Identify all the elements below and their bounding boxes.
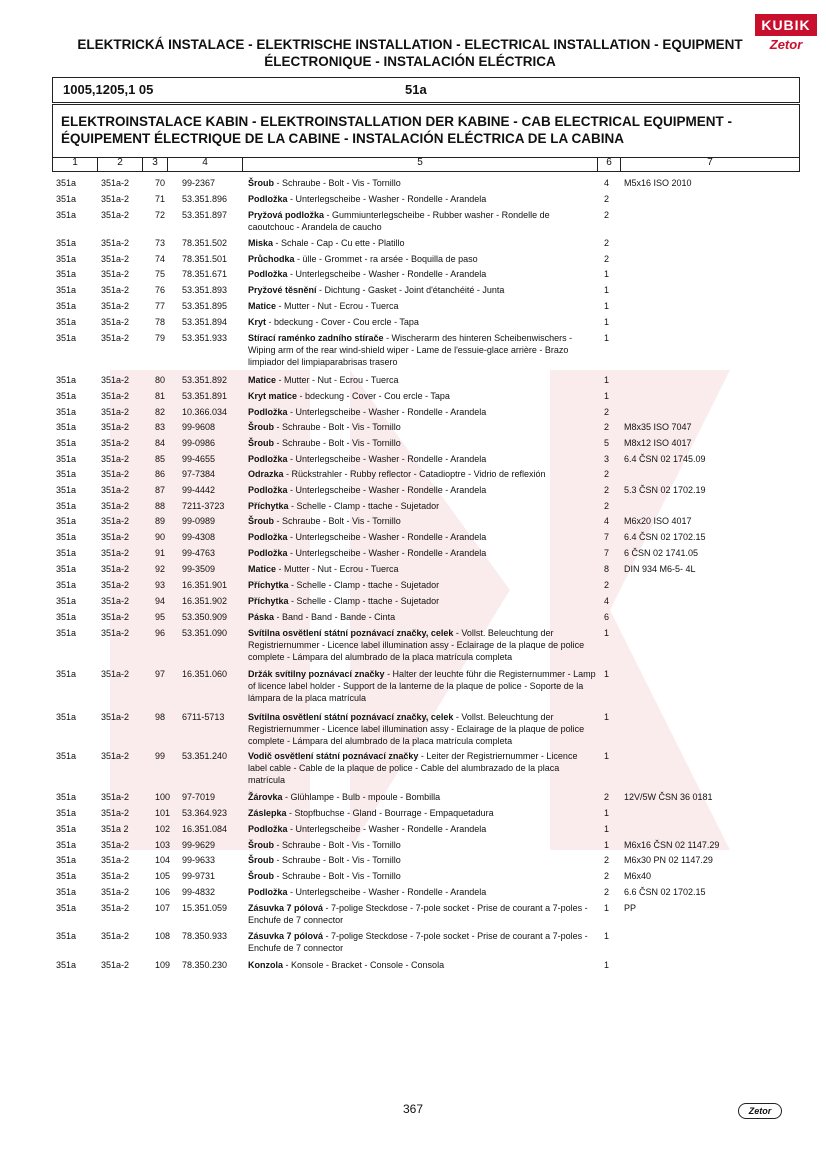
cell-c4: 53.351.894 <box>182 317 228 327</box>
cell-c2: 351a-2 <box>101 628 130 638</box>
cell-c1: 351a <box>56 824 77 834</box>
cell-c4: 97-7384 <box>182 469 216 479</box>
cell-c1: 351a <box>56 712 77 722</box>
cell-c6: 1 <box>604 301 610 311</box>
cell-c3: 89 <box>155 516 166 526</box>
column-header-row <box>52 156 800 172</box>
cell-c6: 2 <box>604 792 610 802</box>
cell-c1: 351a <box>56 855 77 865</box>
cell-c5: Páska - Band - Band - Bande - Cinta <box>248 612 396 622</box>
cell-c5: Šroub - Schraube - Bolt - Vis - Tornillo <box>248 178 401 188</box>
cell-c6: 1 <box>604 333 610 343</box>
cell-c6: 2 <box>604 210 610 220</box>
cell-c5: Svítilna osvětlení státní poznávací značky, celek - Vollst. Beleuchtung der Registriernummer - Licence label illumination assy - Eclairage de la plaque de police complete - Lámpara del alumbrado de la placa matrícula completa <box>248 712 585 746</box>
cell-c4: 53.351.895 <box>182 301 228 311</box>
cell-c7: M6x20 ISO 4017 <box>624 516 692 526</box>
cell-c7: M6x40 <box>624 871 652 881</box>
cell-c4: 99-2367 <box>182 178 216 188</box>
cell-c6: 1 <box>604 375 610 385</box>
cell-c3: 96 <box>155 628 166 638</box>
cell-c1: 351a <box>56 178 77 188</box>
cell-c3: 102 <box>155 824 171 834</box>
cell-c5: Matice - Mutter - Nut - Ecrou - Tuerca <box>248 301 399 311</box>
cell-c3: 88 <box>155 501 166 511</box>
cell-c5: Zásuvka 7 pólová - 7-polige Steckdose - 7-pole socket - Prise de courant a 7-poles - Enchufe de 7 connector <box>248 931 588 953</box>
cell-c6: 1 <box>604 903 610 913</box>
model-info-box <box>52 77 800 103</box>
cell-c1: 351a <box>56 548 77 558</box>
cell-c3: 74 <box>155 254 166 264</box>
cell-c6: 1 <box>604 391 610 401</box>
cell-c3: 90 <box>155 532 166 542</box>
cell-c3: 97 <box>155 669 166 679</box>
cell-c3: 82 <box>155 407 166 417</box>
column-header: 4 <box>168 157 243 171</box>
zetor-footer-logo: Zetor <box>738 1103 782 1119</box>
cell-c3: 103 <box>155 840 171 850</box>
cell-c1: 351a <box>56 564 77 574</box>
cell-c2: 351a-2 <box>101 548 130 558</box>
cell-c1: 351a <box>56 628 77 638</box>
cell-c2: 351a-2 <box>101 532 130 542</box>
cell-c4: 6711-5713 <box>182 712 225 722</box>
cell-c6: 4 <box>604 596 610 606</box>
cell-c4: 99-9731 <box>182 871 216 881</box>
cell-c2: 351a-2 <box>101 792 130 802</box>
cell-c6: 2 <box>604 855 610 865</box>
cell-c2: 351a-2 <box>101 596 130 606</box>
cell-c4: 53.351.893 <box>182 285 228 295</box>
cell-c1: 351a <box>56 375 77 385</box>
cell-c4: 53.351.897 <box>182 210 228 220</box>
cell-c2: 351a-2 <box>101 564 130 574</box>
cell-c6: 2 <box>604 194 610 204</box>
column-header: 2 <box>98 157 143 171</box>
cell-c1: 351a <box>56 669 77 679</box>
cell-c4: 99-9633 <box>182 855 216 865</box>
cell-c1: 351a <box>56 808 77 818</box>
cell-c1: 351a <box>56 422 77 432</box>
cell-c3: 91 <box>155 548 166 558</box>
cell-c3: 87 <box>155 485 166 495</box>
cell-c5: Matice - Mutter - Nut - Ecrou - Tuerca <box>248 564 399 574</box>
cell-c2: 351a-2 <box>101 375 130 385</box>
cell-c3: 104 <box>155 855 171 865</box>
cell-c4: 53.351.891 <box>182 391 228 401</box>
cell-c1: 351a <box>56 301 77 311</box>
cell-c4: 16.351.084 <box>182 824 228 834</box>
cell-c5: Podložka - Unterlegscheibe - Washer - Rondelle - Arandela <box>248 548 487 558</box>
cell-c1: 351a <box>56 792 77 802</box>
cell-c5: Kryt matice - bdeckung - Cover - Cou ercle - Tapa <box>248 391 450 401</box>
cell-c2: 351a-2 <box>101 840 130 850</box>
cell-c3: 99 <box>155 751 166 761</box>
cell-c1: 351a <box>56 840 77 850</box>
cell-c4: 99-0986 <box>182 438 216 448</box>
cell-c7: 6.4 ČSN 02 1745.09 <box>624 454 706 464</box>
column-header: 5 <box>243 157 598 171</box>
cell-c3: 92 <box>155 564 166 574</box>
cell-c3: 80 <box>155 375 166 385</box>
cell-c3: 86 <box>155 469 166 479</box>
cell-c6: 1 <box>604 317 610 327</box>
cell-c3: 98 <box>155 712 166 722</box>
cell-c3: 94 <box>155 596 166 606</box>
cell-c7: 12V/5W ČSN 36 0181 <box>624 792 713 802</box>
cell-c6: 2 <box>604 887 610 897</box>
cell-c2: 351a-2 <box>101 178 130 188</box>
cell-c6: 2 <box>604 407 610 417</box>
cell-c3: 81 <box>155 391 166 401</box>
cell-c4: 99-0989 <box>182 516 216 526</box>
cell-c2: 351a-2 <box>101 485 130 495</box>
cell-c3: 79 <box>155 333 166 343</box>
cell-c7: DIN 934 M6-5- 4L <box>624 564 696 574</box>
cell-c4: 99-4655 <box>182 454 216 464</box>
cell-c3: 106 <box>155 887 171 897</box>
cell-c3: 100 <box>155 792 171 802</box>
cell-c4: 53.351.240 <box>182 751 228 761</box>
cell-c1: 351a <box>56 580 77 590</box>
model-code: 1005,1205,1 05 <box>63 82 154 97</box>
cell-c5: Vodič osvětlení státní poznávací značky - Leiter der Registriernummer - Licence label cable - Cable de la plaque de police - Cable del alumbrazado de la placa matrícula <box>248 751 578 785</box>
cell-c4: 16.351.902 <box>182 596 228 606</box>
column-header: 3 <box>143 157 168 171</box>
cell-c6: 2 <box>604 422 610 432</box>
cell-c1: 351a <box>56 516 77 526</box>
cell-c5: Podložka - Unterlegscheibe - Washer - Rondelle - Arandela <box>248 194 487 204</box>
cell-c3: 76 <box>155 285 166 295</box>
cell-c3: 95 <box>155 612 166 622</box>
cell-c2: 351a-2 <box>101 194 130 204</box>
cell-c6: 2 <box>604 871 610 881</box>
cell-c5: Podložka - Unterlegscheibe - Washer - Rondelle - Arandela <box>248 532 487 542</box>
cell-c1: 351a <box>56 871 77 881</box>
cell-c4: 7211-3723 <box>182 501 225 511</box>
cell-c6: 1 <box>604 808 610 818</box>
cell-c5: Šroub - Schraube - Bolt - Vis - Tornillo <box>248 840 401 850</box>
cell-c5: Matice - Mutter - Nut - Ecrou - Tuerca <box>248 375 399 385</box>
cell-c5: Průchodka - ülle - Grommet - ra arsée - Boquilla de paso <box>248 254 478 264</box>
cell-c5: Podložka - Unterlegscheibe - Washer - Rondelle - Arandela <box>248 454 487 464</box>
cell-c2: 351a-2 <box>101 438 130 448</box>
cell-c4: 99-9629 <box>182 840 216 850</box>
cell-c2: 351a-2 <box>101 903 130 913</box>
cell-c7: M6x30 PN 02 1147.29 <box>624 855 713 865</box>
cell-c4: 53.364.923 <box>182 808 228 818</box>
cell-c1: 351a <box>56 931 77 941</box>
cell-c3: 71 <box>155 194 166 204</box>
cell-c1: 351a <box>56 317 77 327</box>
cell-c3: 84 <box>155 438 166 448</box>
cell-c2: 351a-2 <box>101 301 130 311</box>
cell-c2: 351a-2 <box>101 210 130 220</box>
cell-c5: Podložka - Unterlegscheibe - Washer - Rondelle - Arandela <box>248 887 487 897</box>
cell-c2: 351a-2 <box>101 808 130 818</box>
cell-c1: 351a <box>56 903 77 913</box>
cell-c5: Šroub - Schraube - Bolt - Vis - Tornillo <box>248 422 401 432</box>
cell-c4: 16.351.901 <box>182 580 228 590</box>
cell-c4: 53.351.892 <box>182 375 228 385</box>
section-number: 51a <box>405 82 427 97</box>
cell-c1: 351a <box>56 210 77 220</box>
cell-c2: 351a-2 <box>101 501 130 511</box>
cell-c6: 1 <box>604 669 610 679</box>
cell-c3: 107 <box>155 903 171 913</box>
section-title-line1: ELEKTROINSTALACE KABIN - ELEKTROINSTALLATION DER KABINE - CAB ELECTRICAL EQUIPMENT - <box>61 114 732 129</box>
cell-c6: 2 <box>604 238 610 248</box>
cell-c6: 3 <box>604 454 610 464</box>
cell-c2: 351a-2 <box>101 317 130 327</box>
cell-c1: 351a <box>56 887 77 897</box>
cell-c1: 351a <box>56 269 77 279</box>
cell-c3: 93 <box>155 580 166 590</box>
cell-c2: 351a-2 <box>101 516 130 526</box>
cell-c6: 5 <box>604 438 610 448</box>
cell-c6: 1 <box>604 628 610 638</box>
cell-c5: Šroub - Schraube - Bolt - Vis - Tornillo <box>248 855 401 865</box>
cell-c2: 351a-2 <box>101 407 130 417</box>
cell-c6: 1 <box>604 840 610 850</box>
cell-c5: Podložka - Unterlegscheibe - Washer - Rondelle - Arandela <box>248 485 487 495</box>
cell-c1: 351a <box>56 612 77 622</box>
cell-c4: 53.351.090 <box>182 628 228 638</box>
cell-c3: 105 <box>155 871 171 881</box>
cell-c2: 351a-2 <box>101 751 130 761</box>
cell-c6: 1 <box>604 712 610 722</box>
cell-c2: 351a 2 <box>101 824 129 834</box>
cell-c7: PP <box>624 903 637 913</box>
cell-c2: 351a-2 <box>101 612 130 622</box>
cell-c7: 6.4 ČSN 02 1702.15 <box>624 532 706 542</box>
cell-c4: 99-3509 <box>182 564 216 574</box>
cell-c3: 72 <box>155 210 166 220</box>
cell-c1: 351a <box>56 407 77 417</box>
cell-c2: 351a-2 <box>101 469 130 479</box>
cell-c5: Miska - Schale - Cap - Cu ette - Platillo <box>248 238 405 248</box>
cell-c7: M8x35 ISO 7047 <box>624 422 692 432</box>
cell-c5: Podložka - Unterlegscheibe - Washer - Rondelle - Arandela <box>248 407 487 417</box>
cell-c1: 351a <box>56 438 77 448</box>
cell-c1: 351a <box>56 751 77 761</box>
cell-c2: 351a-2 <box>101 712 130 722</box>
cell-c2: 351a-2 <box>101 931 130 941</box>
cell-c3: 78 <box>155 317 166 327</box>
section-title-line2: ÉQUIPEMENT ÉLECTRIQUE DE LA CABINE - INSTALACIÓN ELÉCTRICA DE LA CABINA <box>61 131 625 146</box>
cell-c7: M5x16 ISO 2010 <box>624 178 692 188</box>
page-number: 367 <box>402 1102 424 1116</box>
cell-c3: 108 <box>155 931 171 941</box>
cell-c6: 1 <box>604 931 610 941</box>
cell-c6: 2 <box>604 469 610 479</box>
cell-c5: Záslepka - Stopfbuchse - Gland - Bourrage - Empaquetadura <box>248 808 494 818</box>
cell-c4: 53.351.896 <box>182 194 228 204</box>
cell-c6: 1 <box>604 824 610 834</box>
cell-c6: 7 <box>604 532 610 542</box>
column-header: 7 <box>707 157 713 168</box>
cell-c4: 10.366.034 <box>182 407 228 417</box>
cell-c1: 351a <box>56 391 77 401</box>
cell-c5: Podložka - Unterlegscheibe - Washer - Rondelle - Arandela <box>248 824 487 834</box>
cell-c4: 99-4763 <box>182 548 216 558</box>
column-header: 1 <box>53 157 98 171</box>
cell-c2: 351a-2 <box>101 269 130 279</box>
cell-c6: 2 <box>604 254 610 264</box>
cell-c6: 1 <box>604 285 610 295</box>
cell-c1: 351a <box>56 238 77 248</box>
cell-c5: Stírací raménko zadního stírače - Wischerarm des hinteren Scheibenwischers - Wiping arm of the rear wind-shield wiper - Lame de l'essuie-glace arrière - Brazo limpiador del limpiaparabrisas trasero <box>248 333 573 367</box>
cell-c5: Odrazka - Rückstrahler - Rubby reflector - Catadioptre - Vidrio de reflexión <box>248 469 546 479</box>
cell-c2: 351a-2 <box>101 887 130 897</box>
cell-c5: Příchytka - Schelle - Clamp - ttache - Sujetador <box>248 596 440 606</box>
cell-c6: 4 <box>604 178 610 188</box>
cell-c6: 6 <box>604 612 610 622</box>
cell-c3: 83 <box>155 422 166 432</box>
cell-c4: 78.351.502 <box>182 238 228 248</box>
cell-c5: Držák svítilny poznávací značky - Halter der leuchte führ die Registernummer - Lamp of licence label holder - Support de la lanterne de la plaque de police - Soporte de la lámpara de la placa matrícula <box>248 669 596 703</box>
cell-c2: 351a-2 <box>101 254 130 264</box>
cell-c1: 351a <box>56 960 77 970</box>
cell-c6: 7 <box>604 548 610 558</box>
section-title-box <box>52 104 800 158</box>
cell-c4: 53.350.909 <box>182 612 228 622</box>
cell-c2: 351a-2 <box>101 871 130 881</box>
cell-c1: 351a <box>56 285 77 295</box>
cell-c1: 351a <box>56 501 77 511</box>
cell-c1: 351a <box>56 333 77 343</box>
cell-c1: 351a <box>56 532 77 542</box>
cell-c7: M6x16 ČSN 02 1147.29 <box>624 840 720 850</box>
cell-c4: 16.351.060 <box>182 669 228 679</box>
cell-c5: Konzola - Konsole - Bracket - Console - Consola <box>248 960 445 970</box>
cell-c5: Zásuvka 7 pólová - 7-polige Steckdose - 7-pole socket - Prise de courant a 7-poles - Enchufe de 7 connector <box>248 903 588 925</box>
cell-c4: 78.350.933 <box>182 931 228 941</box>
cell-c4: 99-4442 <box>182 485 216 495</box>
cell-c3: 85 <box>155 454 166 464</box>
cell-c3: 109 <box>155 960 171 970</box>
zetor-logo: Zetor <box>769 37 803 52</box>
cell-c2: 351a-2 <box>101 285 130 295</box>
cell-c5: Kryt - bdeckung - Cover - Cou ercle - Tapa <box>248 317 419 327</box>
cell-c7: 5.3 ČSN 02 1702.19 <box>624 485 706 495</box>
cell-c2: 351a-2 <box>101 580 130 590</box>
cell-c7: 6.6 ČSN 02 1702.15 <box>624 887 706 897</box>
cell-c4: 99-4308 <box>182 532 216 542</box>
cell-c1: 351a <box>56 254 77 264</box>
cell-c3: 101 <box>155 808 171 818</box>
cell-c3: 75 <box>155 269 166 279</box>
cell-c2: 351a-2 <box>101 454 130 464</box>
page-title-line2: ÉLECTRONIQUE - INSTALACIÓN ELÉCTRICA <box>264 54 556 69</box>
cell-c5: Příchytka - Schelle - Clamp - ttache - Sujetador <box>248 580 440 590</box>
cell-c6: 2 <box>604 501 610 511</box>
cell-c3: 70 <box>155 178 166 188</box>
cell-c6: 1 <box>604 751 610 761</box>
cell-c1: 351a <box>56 454 77 464</box>
kubik-logo: KUBIK <box>755 14 817 36</box>
cell-c1: 351a <box>56 469 77 479</box>
cell-c1: 351a <box>56 485 77 495</box>
cell-c4: 78.350.230 <box>182 960 228 970</box>
cell-c5: Šroub - Schraube - Bolt - Vis - Tornillo <box>248 516 401 526</box>
cell-c5: Šroub - Schraube - Bolt - Vis - Tornillo <box>248 438 401 448</box>
cell-c7: M8x12 ISO 4017 <box>624 438 692 448</box>
cell-c6: 2 <box>604 580 610 590</box>
cell-c4: 53.351.933 <box>182 333 228 343</box>
cell-c2: 351a-2 <box>101 855 130 865</box>
cell-c4: 97-7019 <box>182 792 216 802</box>
column-header: 6 <box>598 157 621 171</box>
cell-c2: 351a-2 <box>101 333 130 343</box>
cell-c4: 99-4832 <box>182 887 216 897</box>
cell-c6: 8 <box>604 564 610 574</box>
cell-c3: 77 <box>155 301 166 311</box>
cell-c2: 351a-2 <box>101 391 130 401</box>
cell-c7: 6 ČSN 02 1741.05 <box>624 548 699 558</box>
cell-c4: 99-9608 <box>182 422 216 432</box>
cell-c2: 351a-2 <box>101 238 130 248</box>
cell-c5: Příchytka - Schelle - Clamp - ttache - Sujetador <box>248 501 440 511</box>
cell-c1: 351a <box>56 194 77 204</box>
cell-c5: Podložka - Unterlegscheibe - Washer - Rondelle - Arandela <box>248 269 487 279</box>
cell-c5: Pryžové těsnění - Dichtung - Gasket - Joint d'étanchéité - Junta <box>248 285 505 295</box>
cell-c2: 351a-2 <box>101 422 130 432</box>
cell-c1: 351a <box>56 596 77 606</box>
cell-c3: 73 <box>155 238 166 248</box>
cell-c4: 78.351.671 <box>182 269 228 279</box>
cell-c4: 15.351.059 <box>182 903 228 913</box>
cell-c5: Pryžová podložka - Gummiunterlegscheibe - Rubber washer - Rondelle de caoutchouc - Arandela de caucho <box>248 210 550 232</box>
cell-c6: 1 <box>604 960 610 970</box>
cell-c6: 2 <box>604 485 610 495</box>
page-title-line1: ELEKTRICKÁ INSTALACE - ELEKTRISCHE INSTALLATION - ELECTRICAL INSTALLATION - EQUIPMENT <box>77 37 743 52</box>
cell-c5: Svítilna osvětlení státní poznávací značky, celek - Vollst. Beleuchtung der Registriernummer - Licence label illumination assy - Eclairage de la plaque de police complete - Lámpara del alumbrado de la placa matrícula completa <box>248 628 585 662</box>
cell-c2: 351a-2 <box>101 669 130 679</box>
cell-c6: 1 <box>604 269 610 279</box>
cell-c5: Žárovka - Glühlampe - Bulb - mpoule - Bombilla <box>248 792 441 802</box>
kubik-zetor-logo <box>755 14 817 52</box>
cell-c6: 4 <box>604 516 610 526</box>
cell-c4: 78.351.501 <box>182 254 228 264</box>
cell-c2: 351a-2 <box>101 960 130 970</box>
cell-c5: Šroub - Schraube - Bolt - Vis - Tornillo <box>248 871 401 881</box>
